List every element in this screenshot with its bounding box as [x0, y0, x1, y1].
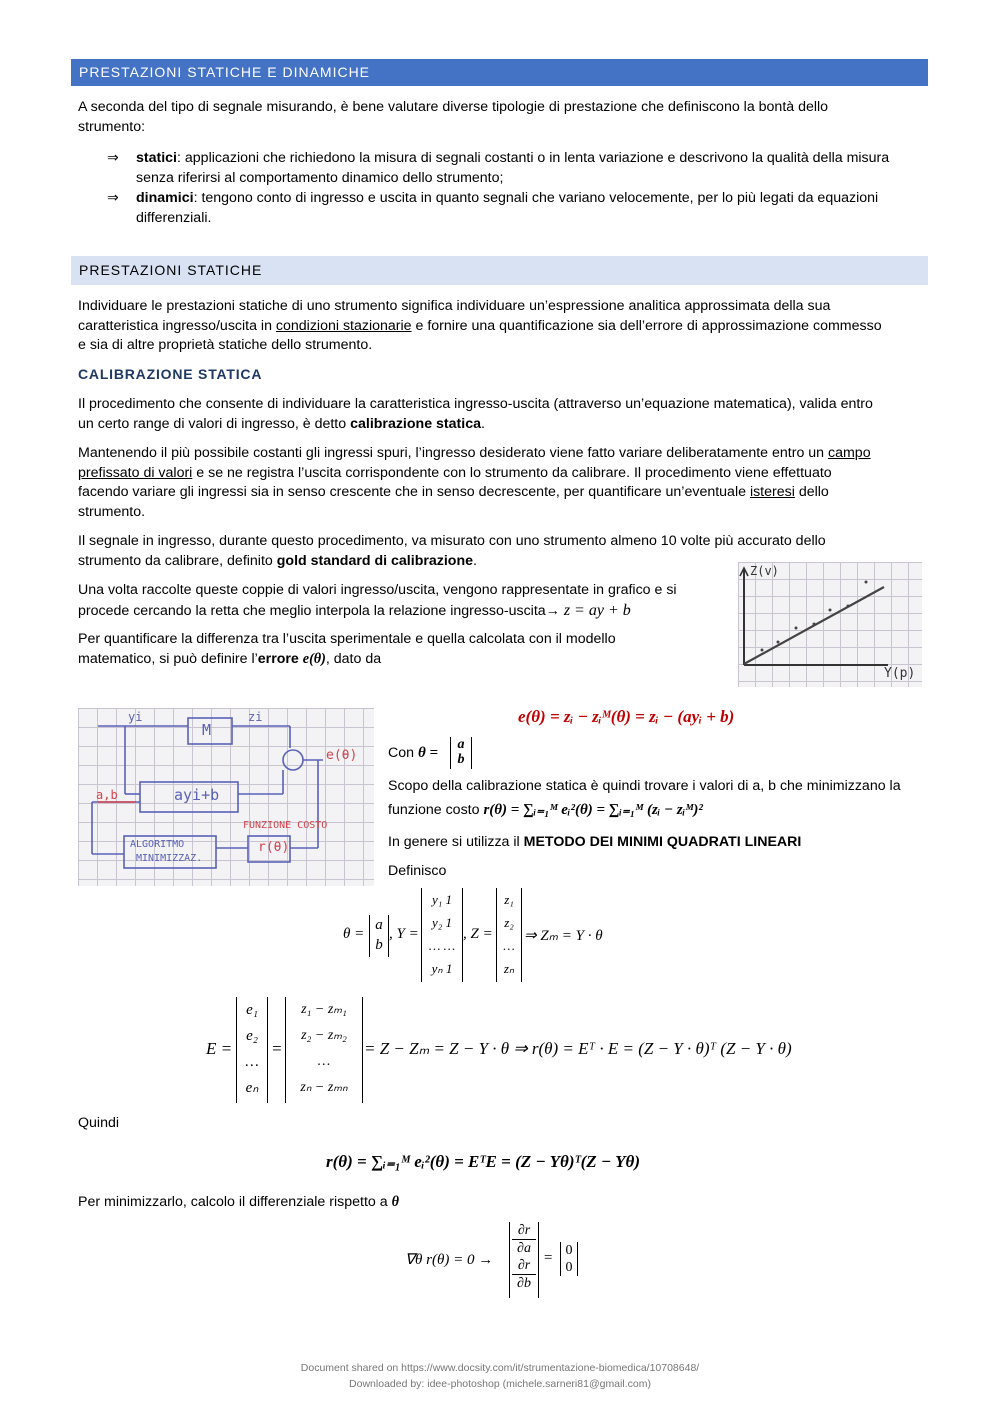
- matrix-row: …: [503, 938, 515, 953]
- matrix-row: y₂ 1: [431, 915, 453, 930]
- term-dinamici: dinamici: [136, 190, 194, 206]
- text-line: Scopo della calibrazione statica è quindi trovare i valori di a, b che minimizzano la: [388, 778, 901, 794]
- text-span: .: [473, 552, 477, 569]
- text-span: funzione costo: [388, 801, 484, 818]
- paragraph-calibration-def: [78, 395, 873, 434]
- error-symbol: e(θ): [302, 650, 326, 667]
- section-title-static-dynamic: PRESTAZIONI STATICHE E DINAMICHE: [71, 59, 928, 86]
- linear-equation: z = ay + b: [563, 601, 631, 619]
- text-span: Mantenendo il più possibile costanti gli ingressi spuri, l’ingresso desiderato viene fatto variare deliberatamente entro un: [78, 445, 828, 461]
- m1-theta-vector: [369, 915, 389, 957]
- matrix-row: yₙ 1: [431, 961, 453, 976]
- bullet-dinamici: [136, 189, 878, 228]
- matrix-row: …: [245, 1054, 259, 1070]
- matrix-row: …: [317, 1054, 331, 1069]
- bullet-text: differenziali.: [136, 209, 212, 226]
- matrix-row: eₙ: [245, 1080, 259, 1096]
- text-span: Con: [388, 745, 415, 761]
- matrix-row: z₂ − zₘ₂: [301, 1028, 347, 1043]
- text-span: caratteristica ingresso/uscita in: [78, 317, 276, 334]
- arrow-right-icon: →: [545, 602, 560, 619]
- block-diagram-sketch: [78, 708, 374, 886]
- matrix-row: e₂: [246, 1028, 258, 1044]
- term-statici: statici: [136, 150, 178, 166]
- bullet-text: senza riferirsi al comportamento dinamico dello strumento;: [136, 169, 504, 186]
- bullet-arrow-icon: ⇒: [107, 149, 119, 165]
- section-title-static: PRESTAZIONI STATICHE: [71, 256, 928, 285]
- underlined-term: condizioni stazionarie: [275, 317, 412, 334]
- theta-b: b: [457, 752, 465, 767]
- text-span: Per minimizzarlo, calcolo il differenziale rispetto a: [78, 1194, 392, 1210]
- subsection-title-calibration: CALIBRAZIONE STATICA: [78, 366, 263, 382]
- intro-line: A seconda del tipo di segnale misurando, è bene valutare diverse tipologie di prestazione che definiscono la bontà dello: [78, 99, 829, 115]
- diagram-output-label: zi: [248, 710, 263, 724]
- bold-term: errore: [257, 650, 299, 667]
- zero-entry: 0: [565, 1260, 573, 1275]
- calibration-plot-sketch: [738, 562, 922, 687]
- matrix-row: z₂: [504, 915, 514, 930]
- diagram-algorithm-label: ALGORITMO: [130, 839, 185, 850]
- error-equation: e(θ) = zᵢ − zᵢᴹ(θ) = zᵢ − (ayᵢ + b): [518, 707, 735, 726]
- m2-e-label: E =: [206, 1039, 233, 1058]
- paragraph-procedure: [78, 444, 871, 522]
- residual-equation: r(θ) = ∑ᵢ₌₁ᴹ eᵢ²(θ) = EᵀE = (Z − Yθ)ᵀ(Z − Yθ): [326, 1152, 641, 1171]
- zero-entry: 0: [565, 1243, 573, 1258]
- text-line: Individuare le prestazioni statiche di uno strumento significa individuare un’espressione analitica approssimata della sua: [78, 298, 831, 314]
- text-span: .: [481, 415, 485, 432]
- text-span: e se ne registra l’uscita corrispondente con lo strumento da calibrare. Il procedimento viene effettuato: [192, 464, 832, 481]
- text-line: Il procedimento che consente di individuare la caratteristica ingresso-uscita (attraverso un’equazione matematica), valida entro: [78, 396, 873, 412]
- gradient-vector: [509, 1222, 539, 1298]
- bold-term: gold standard di calibrazione: [276, 552, 474, 569]
- plot-x-label: Y(p): [884, 666, 916, 681]
- bullet-text: : tengono conto di ingresso e uscita in quanto segnali che variano velocemente, per lo più legati da equazioni: [193, 190, 879, 206]
- text-span: procede cercando la retta che meglio interpola la relazione ingresso-uscita: [78, 602, 546, 619]
- theta-symbol: θ: [391, 1194, 399, 1210]
- text-span: un certo range di valori di ingresso, è detto: [78, 415, 351, 432]
- text-line: strumento.: [78, 503, 146, 520]
- bullet-text: : applicazioni che richiedono la misura di segnali costanti o in lenta variazione e descrivono la qualità della misura: [177, 150, 890, 166]
- m2-z-diff-vector: [285, 997, 363, 1103]
- bullet-arrow-icon: ⇒: [107, 189, 119, 205]
- gradient-equals: =: [543, 1250, 554, 1266]
- underlined-term: isteresi: [749, 484, 795, 500]
- m1-z-label: , Z =: [463, 926, 493, 942]
- text-span: In genere si utilizza il: [388, 834, 524, 850]
- plot-y-label: Z(v): [750, 564, 779, 578]
- theta-definition: [388, 744, 438, 764]
- m2-result: = Z − Zₘ = Z − Y · θ ⇒ r(θ) = Eᵀ · E = (Z − Y · θ)ᵀ (Z − Y · θ): [364, 1039, 792, 1058]
- m1-z-matrix: [496, 888, 522, 982]
- text-line: Il segnale in ingresso, durante questo procedimento, va misurato con uno strumento almeno 10 volte più accurato dello: [78, 533, 826, 549]
- diagram-box-model: ayi+b: [174, 786, 220, 804]
- footer-shared-line: Document shared on https://www.docsity.com/it/strumentazione-biomedica/10708648/: [300, 1362, 700, 1374]
- m1-result: ⇒ Zₘ = Y · θ: [524, 928, 603, 944]
- diagram-box-m: M: [202, 721, 212, 739]
- paragraph-cost-function: [388, 777, 901, 820]
- paragraph-gold-standard: [78, 532, 826, 571]
- m2-e-vector: [236, 997, 268, 1103]
- text-definisco: Definisco: [388, 863, 447, 879]
- zero-vector: [560, 1242, 578, 1276]
- paragraph-static-performance: [78, 297, 882, 356]
- paragraph-minimize: [78, 1193, 399, 1213]
- text-span: , dato da: [325, 650, 382, 667]
- theta-symbol: θ =: [417, 745, 439, 761]
- block-diagram-drawing: [78, 708, 374, 886]
- text-line: Una volta raccolte queste coppie di valori ingresso/uscita, vengono rappresentate in grafico e si: [78, 582, 677, 598]
- text-span: e fornire una quantificazione sia dell’errore di approssimazione commesso: [411, 317, 882, 334]
- footer-downloaded-line: Downloaded by: idee-photoshop (michele.sarneri81@gmail.com): [349, 1378, 651, 1390]
- underlined-term: prefissato di valori: [78, 464, 193, 481]
- partial-numerator: ∂r: [512, 1222, 536, 1240]
- theta-a: a: [457, 737, 465, 752]
- text-span: matematico, si può definire l’: [78, 650, 258, 667]
- bold-term: calibrazione statica: [350, 415, 481, 432]
- m1-a: a: [375, 917, 383, 933]
- matrix-row: … …: [428, 938, 456, 953]
- m1-y-matrix: [421, 888, 463, 982]
- partial-numerator: ∂r: [512, 1257, 536, 1275]
- paragraph-error-def: [78, 630, 616, 669]
- m2-equals: =: [271, 1039, 283, 1058]
- text-quindi: Quindi: [78, 1115, 120, 1131]
- text-line: e sia di altre proprietà statiche dello strumento.: [78, 337, 373, 353]
- matrix-row: e₁: [246, 1002, 258, 1018]
- gradient-lhs: ∇θ r(θ) = 0 →: [405, 1252, 494, 1268]
- text-span: strumento da calibrare, definito: [78, 552, 277, 569]
- cost-function-formula: r(θ) = ∑ᵢ₌₁ᴹ eᵢ²(θ) = ∑ᵢ₌₁ᴹ (zᵢ − zᵢᴹ)²: [483, 801, 703, 818]
- partial-denominator: ∂b: [517, 1276, 531, 1291]
- intro-paragraph: [78, 98, 828, 137]
- matrix-row: y₁ 1: [431, 892, 453, 907]
- m1-y-label: , Y =: [389, 926, 419, 942]
- text-line: Per quantificare la differenza tra l’uscita sperimentale e quella calcolata con il modello: [78, 631, 616, 647]
- underlined-term: campo: [828, 445, 871, 461]
- text-span: facendo variare gli ingressi sia in senso crescente che in senso decrescente, per quantificare un’eventuale: [78, 484, 750, 500]
- m1-theta-label: θ =: [343, 926, 365, 942]
- diagram-cost-function-label: FUNZIONE COSTO: [243, 820, 328, 831]
- diagram-ab-label: a,b: [96, 788, 118, 802]
- paragraph-method: [388, 833, 801, 853]
- diagram-algorithm-label: MINIMIZZAZ.: [136, 853, 203, 864]
- matrix-row: z₁ − zₘ₁: [301, 1002, 347, 1017]
- partial-denominator: ∂a: [517, 1241, 531, 1256]
- matrix-row: z₁: [504, 892, 514, 907]
- intro-line: strumento:: [78, 118, 146, 135]
- m1-b: b: [375, 937, 383, 953]
- bullet-statici: [136, 149, 889, 188]
- matrix-row: zₙ − zₘₙ: [300, 1080, 348, 1095]
- paragraph-fit-line: [78, 581, 677, 621]
- theta-vector: [450, 737, 472, 769]
- bold-term: METODO DEI MINIMI QUADRATI LINEARI: [523, 834, 802, 850]
- diagram-input-label: yi: [128, 710, 143, 724]
- diagram-error-label: e(θ): [326, 748, 358, 763]
- diagram-box-cost: r(θ): [258, 840, 290, 855]
- matrix-row: zₙ: [503, 961, 515, 976]
- text-span: dello: [794, 484, 829, 500]
